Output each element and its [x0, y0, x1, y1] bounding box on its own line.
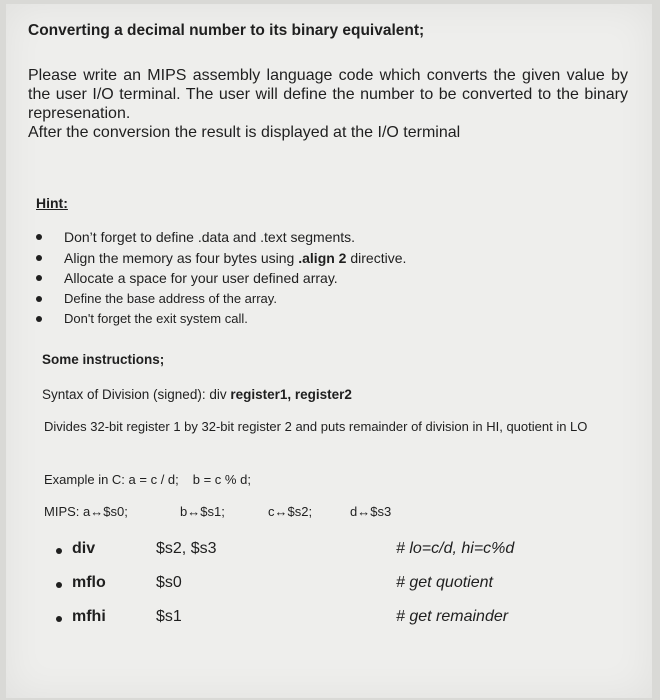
division-syntax: Syntax of Division (signed): div register1, register2 [42, 387, 352, 402]
instruction-args: $s2, $s3 [156, 540, 217, 557]
hint-item: Don't forget the exit system call. [26, 309, 406, 330]
hint-heading: Hint: [36, 195, 68, 211]
bullet-icon [56, 548, 62, 554]
instruction-row [56, 608, 616, 642]
mapping-c: c↔$s2; [268, 504, 313, 519]
bullet-icon [36, 255, 42, 261]
hint-item: Align the memory as four bytes using .align 2 directive. [26, 248, 406, 269]
hint-list [26, 227, 406, 330]
c-example: Example in C: a = c / d; b = c % d; [44, 472, 251, 487]
instruction-args: $s1 [156, 608, 182, 625]
bullet-icon [56, 616, 62, 622]
bullet-icon [36, 234, 42, 240]
division-description: Divides 32-bit register 1 by 32-bit register 2 and puts remainder of division in HI, quotient in LO [44, 419, 588, 434]
task-result-line: After the conversion the result is displayed at the I/O terminal [28, 124, 461, 141]
document-page [6, 4, 652, 698]
instruction-row [56, 540, 616, 574]
document-title: Converting a decimal number to its binary equivalent; [28, 22, 425, 39]
bullet-icon [36, 316, 42, 322]
bullet-icon [56, 582, 62, 588]
instruction-comment: # get remainder [396, 608, 509, 625]
instruction-opcode: mflo [72, 574, 106, 591]
instruction-comment: # get quotient [396, 574, 493, 591]
hint-item: Don’t forget to define .data and .text segments. [26, 227, 406, 248]
task-description [28, 66, 628, 142]
mapping-b: b↔$s1; [180, 504, 225, 519]
instruction-comment: # lo=c/d, hi=c%d [396, 540, 515, 557]
instruction-row [56, 574, 616, 608]
hint-item: Allocate a space for your user defined array. [26, 268, 406, 289]
instruction-list [56, 540, 616, 642]
mapping-d: d↔$s3 [350, 504, 392, 519]
instructions-heading: Some instructions; [42, 352, 165, 367]
bullet-icon [36, 296, 42, 302]
mapping-a: MIPS: a↔$s0; [44, 504, 128, 519]
instruction-opcode: div [72, 540, 96, 557]
bullet-icon [36, 275, 42, 281]
task-paragraph: Please write an MIPS assembly language code which converts the given value by the user I/O terminal. The user will define the number to be converted to the binary represenation. [28, 67, 628, 122]
hint-item: Define the base address of the array. [26, 289, 406, 310]
instruction-opcode: mfhi [72, 608, 106, 625]
instruction-args: $s0 [156, 574, 182, 591]
